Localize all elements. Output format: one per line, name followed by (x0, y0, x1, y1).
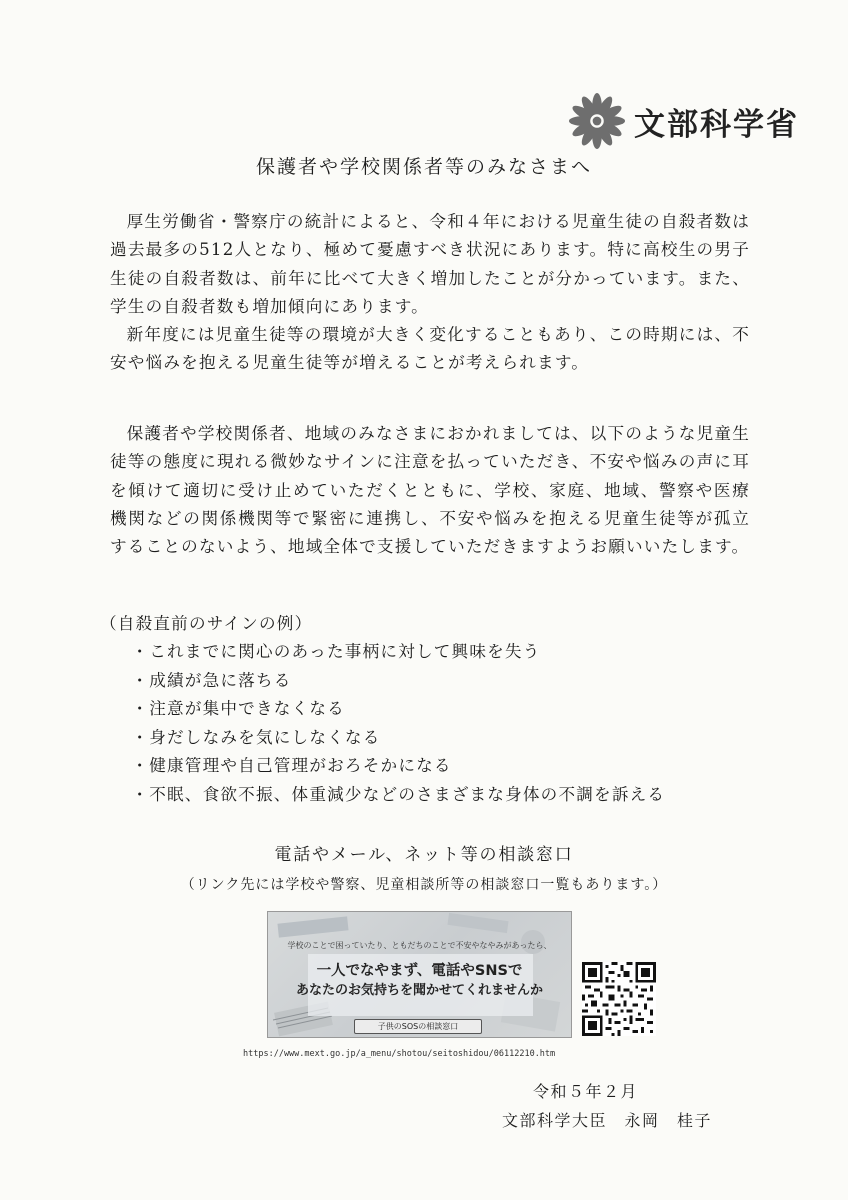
minister-signature: 文部科学大臣 永岡 桂子 (502, 1111, 713, 1130)
paragraph-request: 保護者や学校関係者、地域のみなさまにおかれましては、以下のような児童生徒等の態度に現れる微妙なサインに注意を払っていただき、不安や悩みの声に耳を傾けて適切に受け止めていただくとともに、学校、家庭、地域、警察や医療機関などの関係機関等で緊密に連携し、不安や悩みを抱える児童生徒等が孤立することのないよう、地域全体で支援していただきますようお願いいたします。 (110, 424, 750, 557)
paragraph-new-year: 新年度には児童生徒等の環境が大きく変化することもあり、この時期には、不安や悩みを抱える児童生徒等が増えることが考えられます。 (110, 325, 750, 373)
logo-text: 文部科学省 (634, 106, 799, 143)
list-item: ・ 健康管理や自己管理がおろそかになる (148, 752, 665, 781)
list-item: ・ これまでに関心のあった事柄に対して興味を失う (148, 638, 665, 667)
banner-headline: 一人でなやまず、電話やSNSで (316, 963, 523, 979)
issue-date: 令和５年２月 (533, 1082, 639, 1101)
paragraph-statistics: 厚生労働省・警察庁の統計によると、令和４年における児童生徒の自殺者数は過去最多の512人となり、極めて憂慮すべき状況にあります。特に高校生の男子生徒の自殺者数は、前年に比べて大きく増加したことが分かっています。また、学生の自殺者数も増加傾向にあります。 (110, 212, 750, 316)
intro-paragraphs (110, 208, 750, 378)
qr-code-icon[interactable] (582, 962, 656, 1036)
signs-heading: （自殺直前のサインの例） (100, 614, 313, 633)
consultation-title: 電話やメール、ネット等の相談窓口 (274, 845, 574, 865)
list-item: ・ 成績が急に落ちる (148, 667, 665, 696)
consultation-note: （リンク先には学校や警察、児童相談所等の相談窓口一覧もあります。） (180, 877, 668, 893)
list-item: ・ 注意が集中できなくなる (148, 695, 665, 724)
consultation-url-link[interactable]: https://www.mext.go.jp/a_menu/shotou/seitoshidou/06112210.htm (243, 1049, 556, 1059)
sos-consultation-banner[interactable] (267, 911, 572, 1038)
ministry-logo (568, 92, 799, 150)
chrysanthemum-emblem-icon (568, 92, 626, 150)
banner-tag: 子供のSOSの相談窓口 (354, 1019, 482, 1034)
list-item: ・ 不眠、食欲不振、体重減少などのさまざまな身体の不調を訴える (148, 781, 665, 810)
list-item: ・ 身だしなみを気にしなくなる (148, 724, 665, 753)
page-title: 保護者や学校関係者等のみなさまへ (255, 156, 592, 178)
request-paragraph-block (110, 420, 750, 561)
banner-subtext: 学校のことで困っていたり、ともだちのことで不安やなやみがあったら、 (287, 941, 552, 950)
signs-list (148, 638, 665, 810)
banner-subheadline: あなたのお気持ちを聞かせてくれませんか (295, 983, 543, 998)
